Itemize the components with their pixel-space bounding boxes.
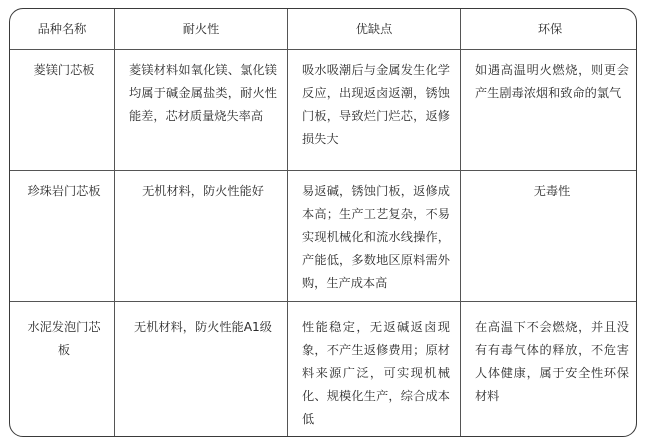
- door-core-board-comparison-table: [10, 9, 637, 437]
- cell-fire: [115, 50, 288, 171]
- row-name-text: 菱镁门芯板: [33, 63, 95, 77]
- cell-eco: [461, 171, 638, 302]
- row-pros-cons-text: 性能稳定，无返碱返卤现象，不产生返修费用；原材料来源广泛，可实现机械化、规模化生产，综合成本低: [302, 320, 450, 426]
- row-name-text: 水泥发泡门芯板: [27, 320, 101, 357]
- row-pros-cons-text: 吸水吸潮后与金属发生化学反应，出现返卤返潮，锈蚀门板，导致烂门烂芯，返修损失大: [302, 63, 450, 146]
- header-variety-name: 品种名称: [10, 9, 115, 50]
- comparison-table-frame: [9, 8, 637, 437]
- cell-fire: [115, 302, 288, 438]
- cell-name: [10, 302, 115, 438]
- cell-fire: [115, 171, 288, 302]
- cell-pros-cons: [288, 171, 461, 302]
- table-row: [10, 50, 637, 171]
- row-name-text: 珍珠岩门芯板: [27, 184, 101, 198]
- cell-name: [10, 50, 115, 171]
- row-eco-text: 如遇高温明火燃烧，则更会产生剧毒浓烟和致命的氯气: [475, 63, 629, 100]
- row-eco-text: 在高温下不会燃烧，并且没有有毒气体的释放，不危害人体健康，属于安全性环保材料: [475, 320, 629, 403]
- row-fire-text: 无机材料，防火性能好: [142, 184, 264, 198]
- row-pros-cons-text: 易返碱，锈蚀门板，返修成本高；生产工艺复杂，不易实现机械化和流水线操作，产能低，多数地区原料需外购，生产成本高: [302, 184, 450, 290]
- header-pros-cons: 优缺点: [288, 9, 461, 50]
- header-fire-resistance: 耐火性: [115, 9, 288, 50]
- cell-pros-cons: [288, 50, 461, 171]
- table-row: [10, 171, 637, 302]
- cell-eco: [461, 50, 638, 171]
- cell-name: [10, 171, 115, 302]
- row-fire-text: 无机材料，防火性能A1级: [134, 320, 272, 334]
- header-eco: 环保: [461, 9, 638, 50]
- table-row: [10, 302, 637, 438]
- cell-pros-cons: [288, 302, 461, 438]
- cell-eco: [461, 302, 638, 438]
- row-fire-text: 菱镁材料如氧化镁、氯化镁均属于碱金属盐类，耐火性能差，芯材质量烧失率高: [129, 63, 277, 123]
- row-eco-text: 无毒性: [533, 184, 571, 198]
- table-header-row: [10, 9, 637, 50]
